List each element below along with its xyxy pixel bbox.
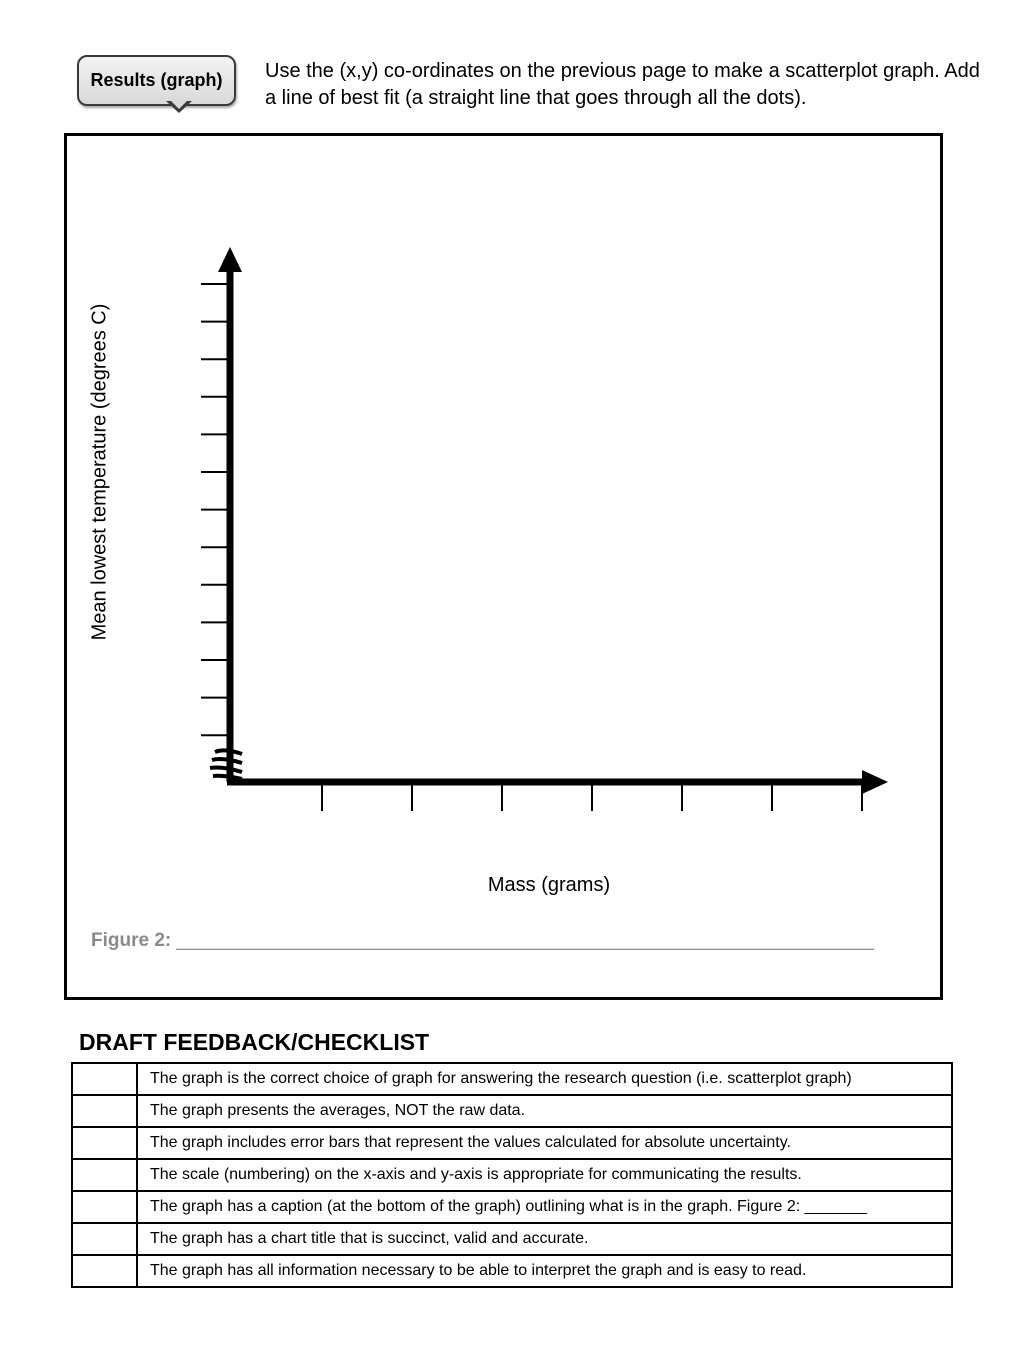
callout-label: Results (graph) (90, 70, 223, 90)
checklist-item-text: The graph has a chart title that is succinct, valid and accurate. (137, 1223, 952, 1255)
checkbox-cell[interactable] (72, 1127, 137, 1159)
checklist-row (72, 1223, 952, 1255)
checklist-row (72, 1095, 952, 1127)
checklist-item-text: The graph has a caption (at the bottom of the graph) outlining what is in the graph. Figure 2: _______ (137, 1191, 952, 1223)
checkbox-cell[interactable] (72, 1223, 137, 1255)
checklist-row (72, 1127, 952, 1159)
caption-blank-line: __________________________________________________________________ (176, 930, 874, 951)
instructions-text: Use the (x,y) co-ordinates on the previous page to make a scatterplot graph. Add a line of best fit (a straight line that goes through all the dots). (265, 60, 980, 109)
x-axis-arrowhead (862, 770, 888, 794)
checklist-row (72, 1255, 952, 1287)
x-axis-label: Mass (grams) (487, 874, 611, 896)
checklist-item-text: The graph has all information necessary to be able to interpret the graph and is easy to read. (137, 1255, 952, 1287)
checklist-item-text: The graph presents the averages, NOT the raw data. (137, 1095, 952, 1127)
caption-label: Figure 2: (91, 930, 172, 951)
checkbox-cell[interactable] (72, 1063, 137, 1095)
x-axis-ticks (322, 784, 862, 811)
y-axis-arrowhead (218, 247, 242, 272)
checklist-row (72, 1159, 952, 1191)
checklist-row (72, 1063, 952, 1095)
checklist-item-text: The graph is the correct choice of graph for answering the research question (i.e. scatterplot graph) (137, 1063, 952, 1095)
checkbox-cell[interactable] (72, 1095, 137, 1127)
y-axis-ticks (201, 284, 228, 735)
checklist-title: DRAFT FEEDBACK/CHECKLIST (79, 1029, 430, 1055)
checkbox-cell[interactable] (72, 1255, 137, 1287)
figure-caption (91, 930, 874, 952)
checklist-item-text: The scale (numbering) on the x-axis and y-axis is appropriate for communicating the results. (137, 1159, 952, 1191)
checklist-row (72, 1191, 952, 1223)
checklist-table (71, 1062, 953, 1288)
checkbox-cell[interactable] (72, 1191, 137, 1223)
y-axis-label: Mean lowest temperature (degrees C) (88, 303, 111, 641)
checklist-item-text: The graph includes error bars that represent the values calculated for absolute uncertainty. (137, 1127, 952, 1159)
checkbox-cell[interactable] (72, 1159, 137, 1191)
axis-break-squiggle (210, 750, 242, 779)
